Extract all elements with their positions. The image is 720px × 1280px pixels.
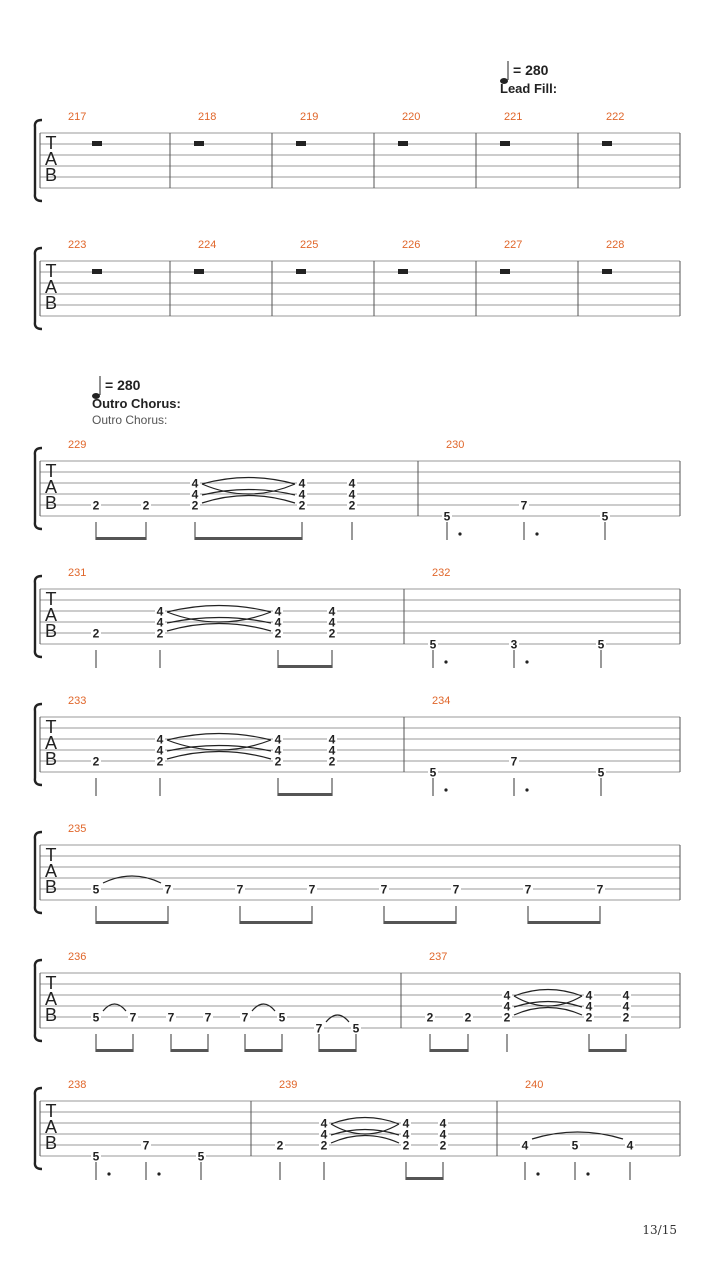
tab-clef-letter: B: [44, 493, 58, 513]
fret-number: 4: [348, 487, 356, 502]
tab-clef-letter: T: [45, 717, 57, 737]
tab-clef-letter: B: [44, 1133, 58, 1153]
fret-number: 2: [348, 498, 356, 513]
fret-number: 4: [521, 1138, 529, 1153]
fret-number: 2: [503, 1010, 511, 1025]
tab-clef-letter: A: [44, 861, 58, 881]
beam: [171, 1049, 208, 1052]
fret-number: 4: [585, 999, 593, 1014]
fret-number: 5: [92, 1149, 100, 1164]
fret-number: 4: [626, 1138, 634, 1153]
fret-number: 4: [348, 476, 356, 491]
system-bracket: [35, 1088, 42, 1169]
system-bracket: [35, 832, 42, 913]
fret-number: 7: [510, 754, 518, 769]
fret-number: 7: [520, 498, 528, 513]
beam: [245, 1049, 282, 1052]
fret-number: 2: [328, 626, 336, 641]
fret-number: 2: [274, 754, 282, 769]
fret-number: 2: [274, 626, 282, 641]
whole-rest-mark: [398, 269, 408, 274]
rhythm-dot: [458, 532, 461, 535]
fret-number: 4: [274, 615, 282, 630]
tab-clef-letter: T: [45, 845, 57, 865]
system-bracket: [35, 576, 42, 657]
system-bracket: [35, 704, 42, 785]
fret-number: 5: [571, 1138, 579, 1153]
whole-rest-mark: [398, 141, 408, 146]
bar-number: 240: [525, 1079, 544, 1091]
bar-number: 227: [504, 239, 523, 251]
fret-number: 4: [298, 487, 306, 502]
section-title: Lead Fill:: [500, 81, 558, 96]
bar-number: 234: [432, 695, 451, 707]
tie-slur: [103, 1004, 126, 1011]
whole-rest-mark: [92, 141, 102, 146]
fret-number: 5: [92, 1010, 100, 1025]
tab-clef-letter: T: [45, 261, 57, 281]
bar-number: 220: [402, 111, 421, 123]
fret-number: 2: [402, 1138, 410, 1153]
fret-number: 4: [328, 743, 336, 758]
fret-number: 4: [585, 988, 593, 1003]
system-bracket: [35, 120, 42, 201]
fret-number: 5: [352, 1021, 360, 1036]
fret-number: 5: [278, 1010, 286, 1025]
fret-number: 2: [276, 1138, 284, 1153]
bar-number: 219: [300, 111, 319, 123]
fret-number: 5: [443, 509, 451, 524]
fret-number: 2: [92, 626, 100, 641]
fret-number: 4: [320, 1116, 328, 1131]
fret-number: 4: [274, 732, 282, 747]
rhythm-dot: [525, 660, 528, 663]
fret-number: 2: [156, 626, 164, 641]
tab-clef-letter: T: [45, 133, 57, 153]
tab-clef-letter: T: [45, 589, 57, 609]
fret-number: 4: [274, 604, 282, 619]
fret-number: 4: [622, 988, 630, 1003]
fret-number: 4: [439, 1127, 447, 1142]
tab-clef-letter: B: [44, 749, 58, 769]
fret-number: 2: [328, 754, 336, 769]
tab-clef-letter: A: [44, 989, 58, 1009]
tab-clef-letter: A: [44, 277, 58, 297]
fret-number: 4: [191, 476, 199, 491]
system-bracket: [35, 248, 42, 329]
bar-number: 235: [68, 823, 87, 835]
fret-number: 5: [597, 637, 605, 652]
tie-slur: [252, 1004, 275, 1011]
fret-number: 4: [328, 615, 336, 630]
fret-number: 7: [596, 882, 604, 897]
tab-clef-letter: A: [44, 149, 58, 169]
system-bracket: [35, 960, 42, 1041]
rhythm-dot: [536, 1172, 539, 1175]
fret-number: 7: [236, 882, 244, 897]
tie-slur: [331, 1136, 399, 1144]
fret-number: 4: [156, 732, 164, 747]
fret-number: 2: [464, 1010, 472, 1025]
beam: [240, 921, 312, 924]
tempo-marking: = 280: [105, 377, 141, 393]
fret-number: 3: [510, 637, 518, 652]
fret-number: 7: [142, 1138, 150, 1153]
fret-number: 4: [191, 487, 199, 502]
whole-rest-mark: [194, 141, 204, 146]
fret-number: 4: [320, 1127, 328, 1142]
fret-number: 4: [503, 988, 511, 1003]
bar-number: 222: [606, 111, 625, 123]
bar-number: 237: [429, 951, 448, 963]
fret-number: 2: [92, 754, 100, 769]
rhythm-dot: [586, 1172, 589, 1175]
fret-number: 2: [439, 1138, 447, 1153]
fret-number: 2: [298, 498, 306, 513]
bar-number: 223: [68, 239, 87, 251]
beam: [96, 921, 168, 924]
bar-number: 239: [279, 1079, 298, 1091]
bar-number: 217: [68, 111, 87, 123]
tab-clef-letter: B: [44, 621, 58, 641]
fret-number: 7: [241, 1010, 249, 1025]
tab-clef-letter: T: [45, 461, 57, 481]
fret-number: 5: [597, 765, 605, 780]
tab-clef-letter: T: [45, 973, 57, 993]
fret-number: 5: [92, 882, 100, 897]
whole-rest-mark: [602, 141, 612, 146]
fret-number: 4: [156, 604, 164, 619]
tie-slur: [326, 1015, 349, 1022]
tie-slur: [167, 624, 271, 632]
beam: [96, 1049, 133, 1052]
whole-rest-mark: [602, 269, 612, 274]
beam: [278, 793, 332, 796]
beam: [96, 537, 146, 540]
bar-number: 218: [198, 111, 217, 123]
fret-number: 7: [164, 882, 172, 897]
fret-number: 4: [439, 1116, 447, 1131]
fret-number: 4: [328, 732, 336, 747]
fret-number: 7: [308, 882, 316, 897]
bar-number: 229: [68, 439, 87, 451]
fret-number: 4: [156, 743, 164, 758]
fret-number: 7: [204, 1010, 212, 1025]
fret-number: 7: [315, 1021, 323, 1036]
beam: [384, 921, 456, 924]
section-subtitle: Outro Chorus:: [92, 413, 168, 427]
tab-clef-letter: B: [44, 877, 58, 897]
fret-number: 4: [622, 999, 630, 1014]
beam: [589, 1049, 626, 1052]
fret-number: 5: [429, 637, 437, 652]
fret-number: 2: [426, 1010, 434, 1025]
tie-slur: [167, 752, 271, 760]
whole-rest-mark: [92, 269, 102, 274]
fret-number: 4: [156, 615, 164, 630]
rhythm-dot: [444, 788, 447, 791]
beam: [406, 1177, 443, 1180]
whole-rest-mark: [500, 141, 510, 146]
rhythm-dot: [444, 660, 447, 663]
bar-number: 225: [300, 239, 319, 251]
whole-rest-mark: [296, 269, 306, 274]
fret-number: 5: [429, 765, 437, 780]
fret-number: 5: [197, 1149, 205, 1164]
fret-number: 2: [622, 1010, 630, 1025]
tab-clef-letter: A: [44, 1117, 58, 1137]
tie-slur: [202, 496, 295, 504]
fret-number: 7: [129, 1010, 137, 1025]
whole-rest-mark: [296, 141, 306, 146]
tab-clef-letter: T: [45, 1101, 57, 1121]
bar-number: 231: [68, 567, 87, 579]
tab-clef-letter: B: [44, 1005, 58, 1025]
bar-number: 226: [402, 239, 421, 251]
fret-number: 2: [156, 754, 164, 769]
fret-number: 7: [452, 882, 460, 897]
bar-number: 224: [198, 239, 217, 251]
fret-number: 4: [402, 1116, 410, 1131]
tab-clef-letter: A: [44, 605, 58, 625]
fret-number: 2: [320, 1138, 328, 1153]
system-bracket: [35, 448, 42, 529]
fret-number: 5: [601, 509, 609, 524]
rhythm-dot: [535, 532, 538, 535]
tab-clef-letter: A: [44, 477, 58, 497]
fret-number: 7: [167, 1010, 175, 1025]
beam: [528, 921, 600, 924]
fret-number: 4: [274, 743, 282, 758]
rhythm-dot: [525, 788, 528, 791]
bar-number: 236: [68, 951, 87, 963]
bar-number: 233: [68, 695, 87, 707]
beam: [278, 665, 332, 668]
tie-slur: [514, 1008, 582, 1016]
bar-number: 221: [504, 111, 523, 123]
tie-slur: [103, 876, 161, 883]
fret-number: 4: [298, 476, 306, 491]
bar-number: 228: [606, 239, 625, 251]
rhythm-dot: [157, 1172, 160, 1175]
fret-number: 2: [92, 498, 100, 513]
fret-number: 4: [503, 999, 511, 1014]
tempo-marking: = 280: [513, 62, 549, 78]
bar-number: 232: [432, 567, 451, 579]
fret-number: 4: [328, 604, 336, 619]
fret-number: 7: [524, 882, 532, 897]
fret-number: 4: [402, 1127, 410, 1142]
beam: [195, 537, 302, 540]
fret-number: 2: [142, 498, 150, 513]
page-number: 13/15: [642, 1223, 677, 1237]
fret-number: 2: [585, 1010, 593, 1025]
tab-clef-letter: B: [44, 165, 58, 185]
fret-number: 2: [191, 498, 199, 513]
whole-rest-mark: [194, 269, 204, 274]
beam: [430, 1049, 468, 1052]
bar-number: 238: [68, 1079, 87, 1091]
bar-number: 230: [446, 439, 465, 451]
tab-clef-letter: A: [44, 733, 58, 753]
tab-clef-letter: B: [44, 293, 58, 313]
whole-rest-mark: [500, 269, 510, 274]
section-title: Outro Chorus:: [92, 396, 181, 411]
fret-number: 7: [380, 882, 388, 897]
beam: [319, 1049, 356, 1052]
rhythm-dot: [107, 1172, 110, 1175]
